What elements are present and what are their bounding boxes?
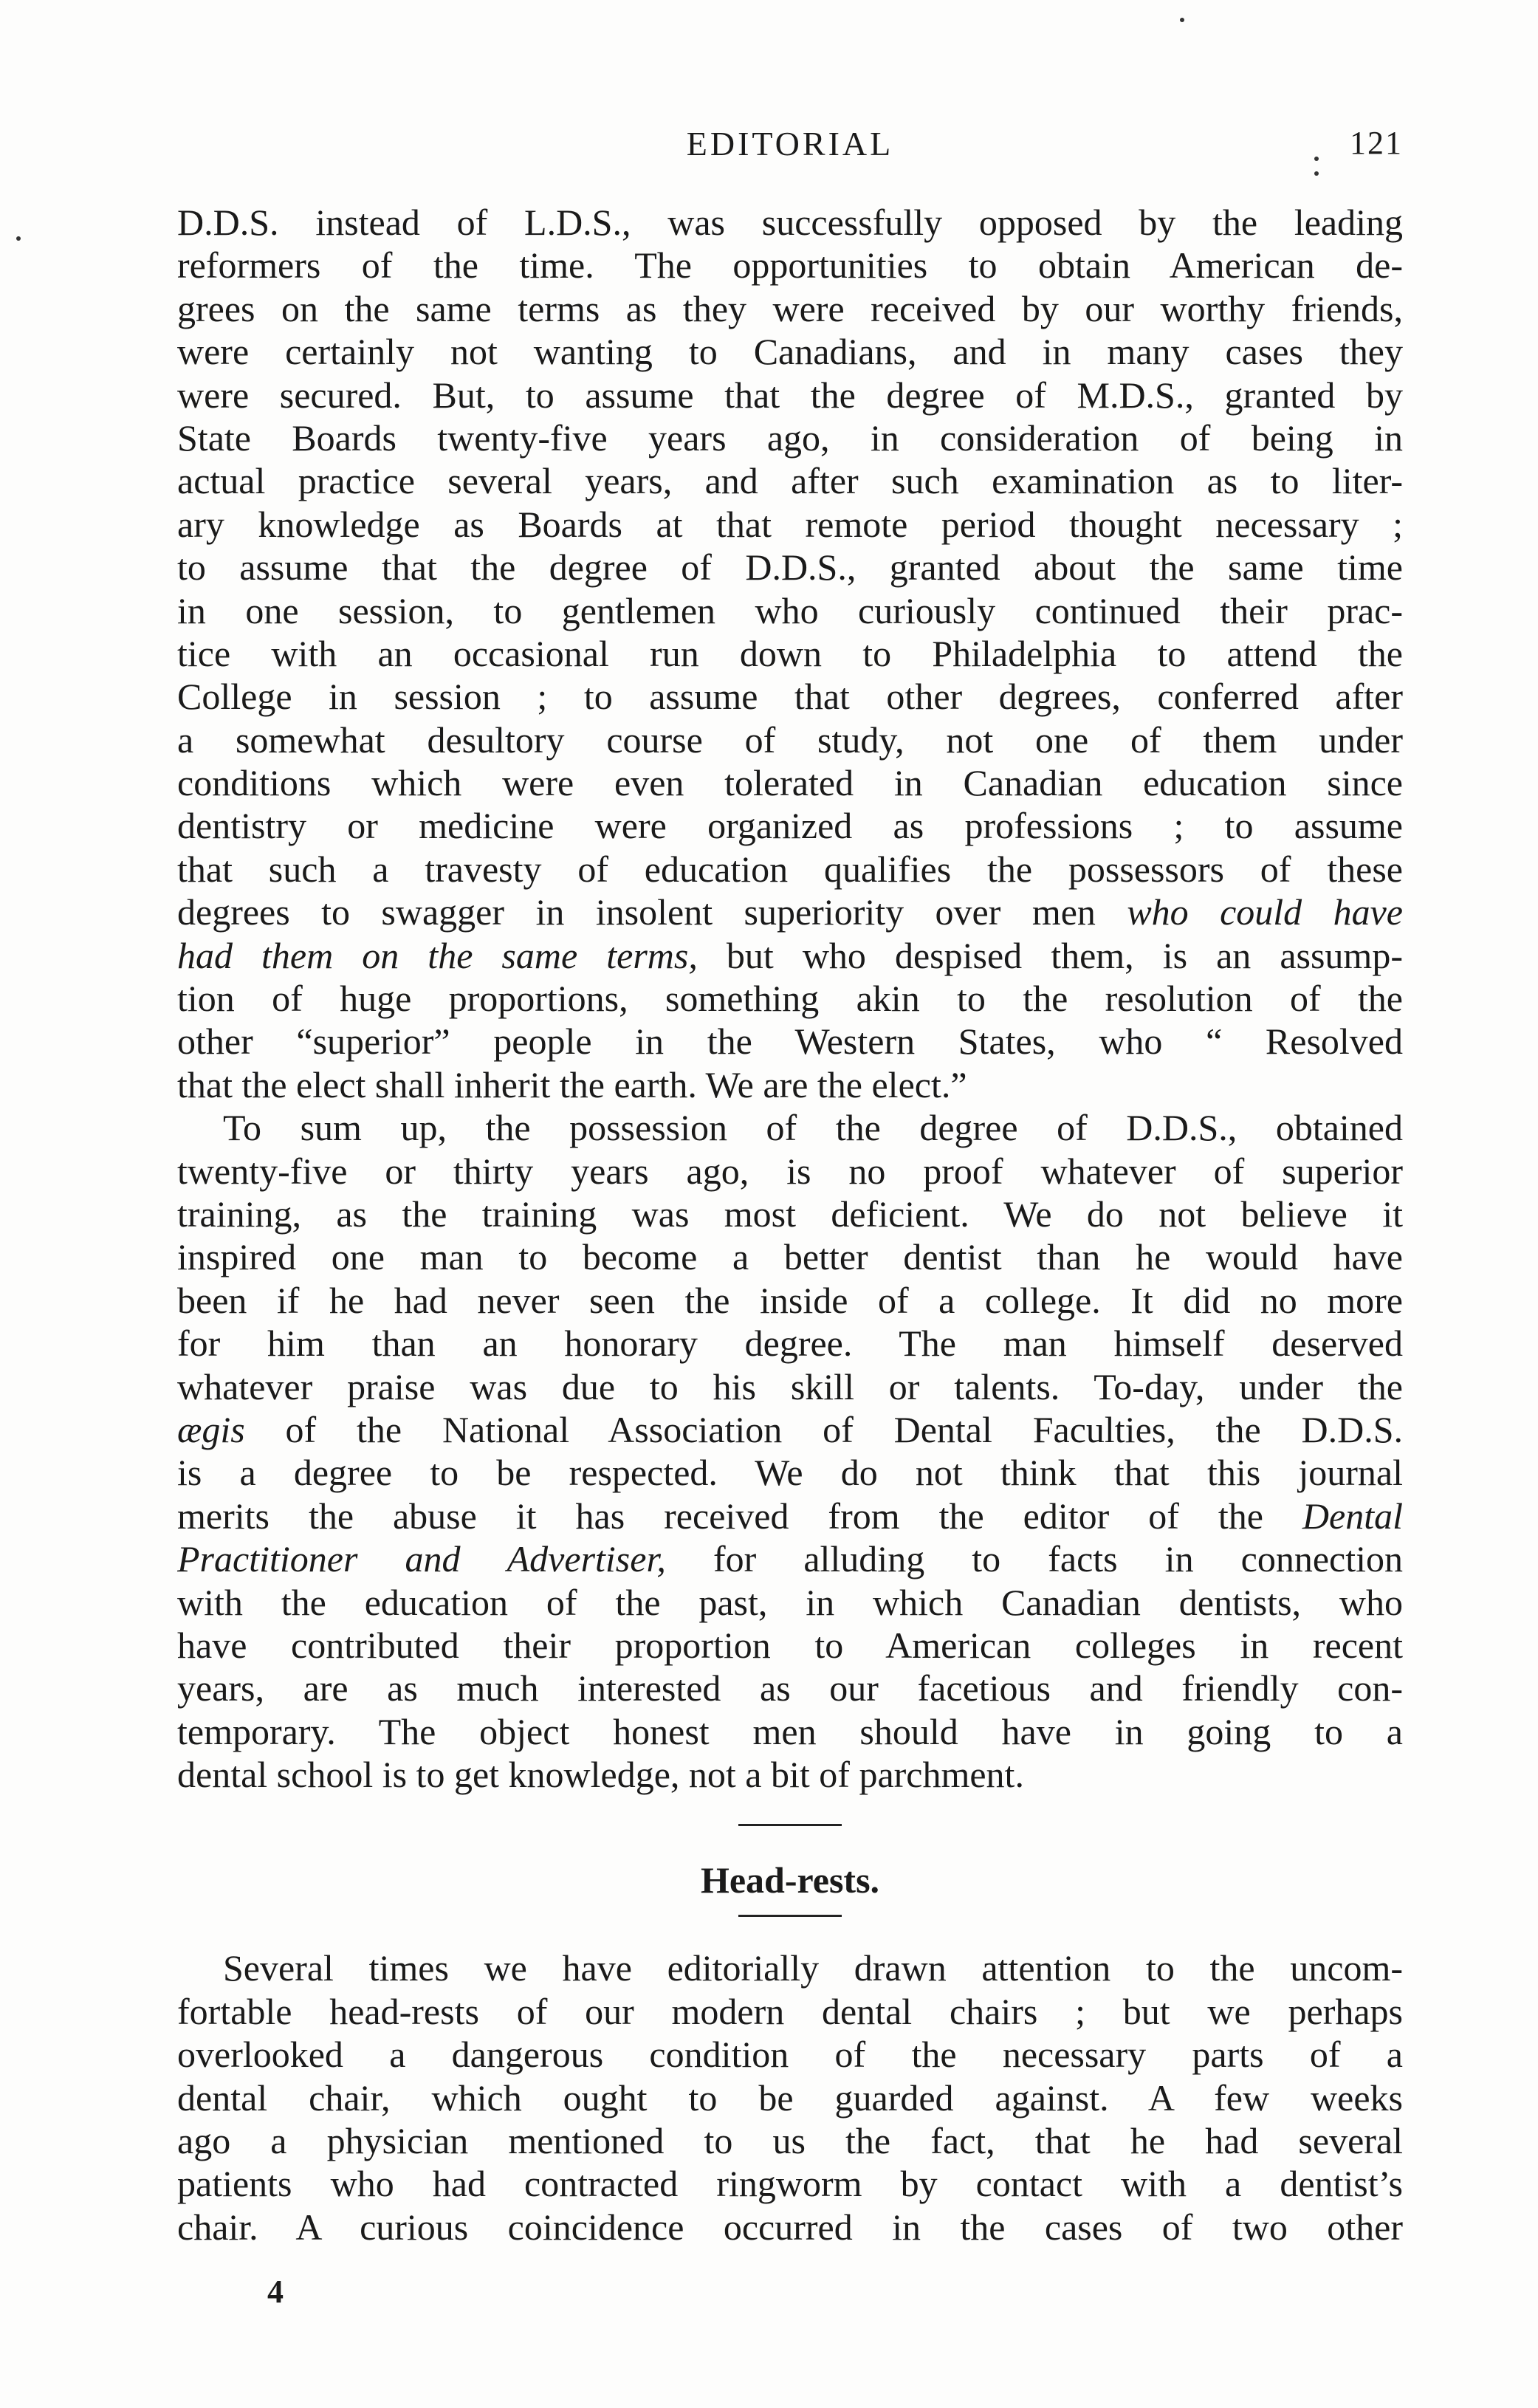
text-line: actual practice several years, and after such examination as to liter- [177, 460, 1403, 502]
text-line: overlooked a dangerous condition of the necessary parts of a [177, 2034, 1403, 2076]
running-title: EDITORIAL [686, 125, 894, 162]
text-line: inspired one man to become a better dentist than he would have [177, 1236, 1403, 1278]
text-line: chair. A curious coincidence occurred in the cases of two other [177, 2206, 1403, 2248]
paragraph [177, 1946, 1403, 2249]
scan-speck [1314, 171, 1319, 176]
text-line [177, 1537, 1403, 1580]
text-line [177, 1495, 1403, 1537]
text-line: College in session ; to assume that other degrees, conferred after [177, 676, 1403, 718]
text-line: dentistry or medicine were organized as professions ; to assume [177, 805, 1403, 847]
text-line: other “superior” people in the Western States, who “ Resolved [177, 1021, 1403, 1063]
text-line: were certainly not wanting to Canadians, and in many cases they [177, 331, 1403, 373]
text-line: conditions which were even tolerated in Canadian education since [177, 762, 1403, 804]
text-line: have contributed their proportion to American colleges in recent [177, 1624, 1403, 1666]
text-line: temporary. The object honest men should have in going to a [177, 1710, 1403, 1752]
text-line: To sum up, the possession of the degree of D.D.S., obtained [223, 1107, 1403, 1149]
running-head [177, 124, 1403, 168]
text-line [177, 891, 1403, 933]
text-line: a somewhat desultory course of study, not one of them under [177, 718, 1403, 761]
italic-text: who could have [1127, 891, 1403, 933]
text-line: dental school is to get knowledge, not a bit of parchment. [177, 1754, 1024, 1796]
text-run: for alluding to facts in connection [665, 1538, 1403, 1580]
text-line: for him than an honorary degree. The man himself deserved [177, 1323, 1403, 1365]
text-run: degrees to swagger in insolent superiority over men [177, 891, 1127, 933]
body-text [177, 201, 1403, 2249]
section-divider [738, 1824, 842, 1826]
text-line: reformers of the time. The opportunities to obtain American de- [177, 244, 1403, 287]
text-line: years, are as much interested as our facetious and friendly con- [177, 1667, 1403, 1709]
text-line [177, 1408, 1403, 1451]
text-line: ary knowledge as Boards at that remote period thought necessary ; [177, 503, 1403, 545]
text-line: dental chair, which ought to be guarded against. A few weeks [177, 2076, 1403, 2119]
scan-speck [1180, 18, 1184, 22]
text-run: merits the abuse it has received from the editor of the [177, 1495, 1302, 1537]
text-line: been if he had never seen the inside of a college. It did no more [177, 1279, 1403, 1321]
italic-text: Dental [1302, 1495, 1403, 1537]
italic-text: had them on the same terms, [177, 934, 698, 976]
text-line: grees on the same terms as they were received by our worthy friends, [177, 287, 1403, 329]
text-line: D.D.S. instead of L.D.S., was successfully opposed by the leading [177, 202, 1403, 243]
text-line: training, as the training was most deficient. We do not believe it [177, 1193, 1403, 1235]
paragraph [177, 201, 1403, 1106]
text-line: to assume that the degree of D.D.S., granted about the same time [177, 546, 1403, 589]
text-line [177, 934, 1403, 977]
italic-text: Practitioner and Advertiser, [177, 1538, 666, 1580]
text-line: State Boards twenty-five years ago, in consideration of being in [177, 416, 1403, 459]
text-run: but who despised them, is an assump- [697, 934, 1403, 976]
scan-speck [16, 236, 21, 241]
text-line: tion of huge proportions, something akin to the resolution of the [177, 978, 1403, 1020]
text-line: with the education of the past, in which Canadian dentists, who [177, 1581, 1403, 1623]
section-heading: Head-rests. [700, 1859, 880, 1901]
text-line: patients who had contracted ringworm by contact with a dentist’s [177, 2163, 1403, 2205]
paragraph [177, 1106, 1403, 1796]
text-line: that such a travesty of education qualifies the possessors of these [177, 848, 1403, 890]
text-line: tice with an occasional run down to Philadelphia to attend the [177, 632, 1403, 674]
text-line: whatever praise was due to his skill or talents. To-day, under the [177, 1365, 1403, 1407]
text-line: is a degree to be respected. We do not think that this journal [177, 1452, 1403, 1494]
signature-mark: 4 [267, 2274, 284, 2310]
text-line: were secured. But, to assume that the degree of M.D.S., granted by [177, 374, 1403, 416]
text-line: twenty-five or thirty years ago, is no proof whatever of superior [177, 1150, 1403, 1192]
text-run: of the National Association of Dental Faculties, the D.D.S. [244, 1408, 1403, 1450]
text-line: Several times we have editorially drawn attention to the uncom- [223, 1947, 1403, 1989]
italic-text: ægis [177, 1408, 245, 1450]
text-line: ago a physician mentioned to us the fact, that he had several [177, 2120, 1403, 2162]
page-number: 121 [1350, 125, 1403, 161]
text-line: fortable head-rests of our modern dental chairs ; but we perhaps [177, 1990, 1403, 2032]
section-divider [738, 1915, 842, 1917]
text-line: in one session, to gentlemen who curiously continued their prac- [177, 589, 1403, 631]
text-line: that the elect shall inherit the earth. We are the elect.” [177, 1063, 967, 1105]
